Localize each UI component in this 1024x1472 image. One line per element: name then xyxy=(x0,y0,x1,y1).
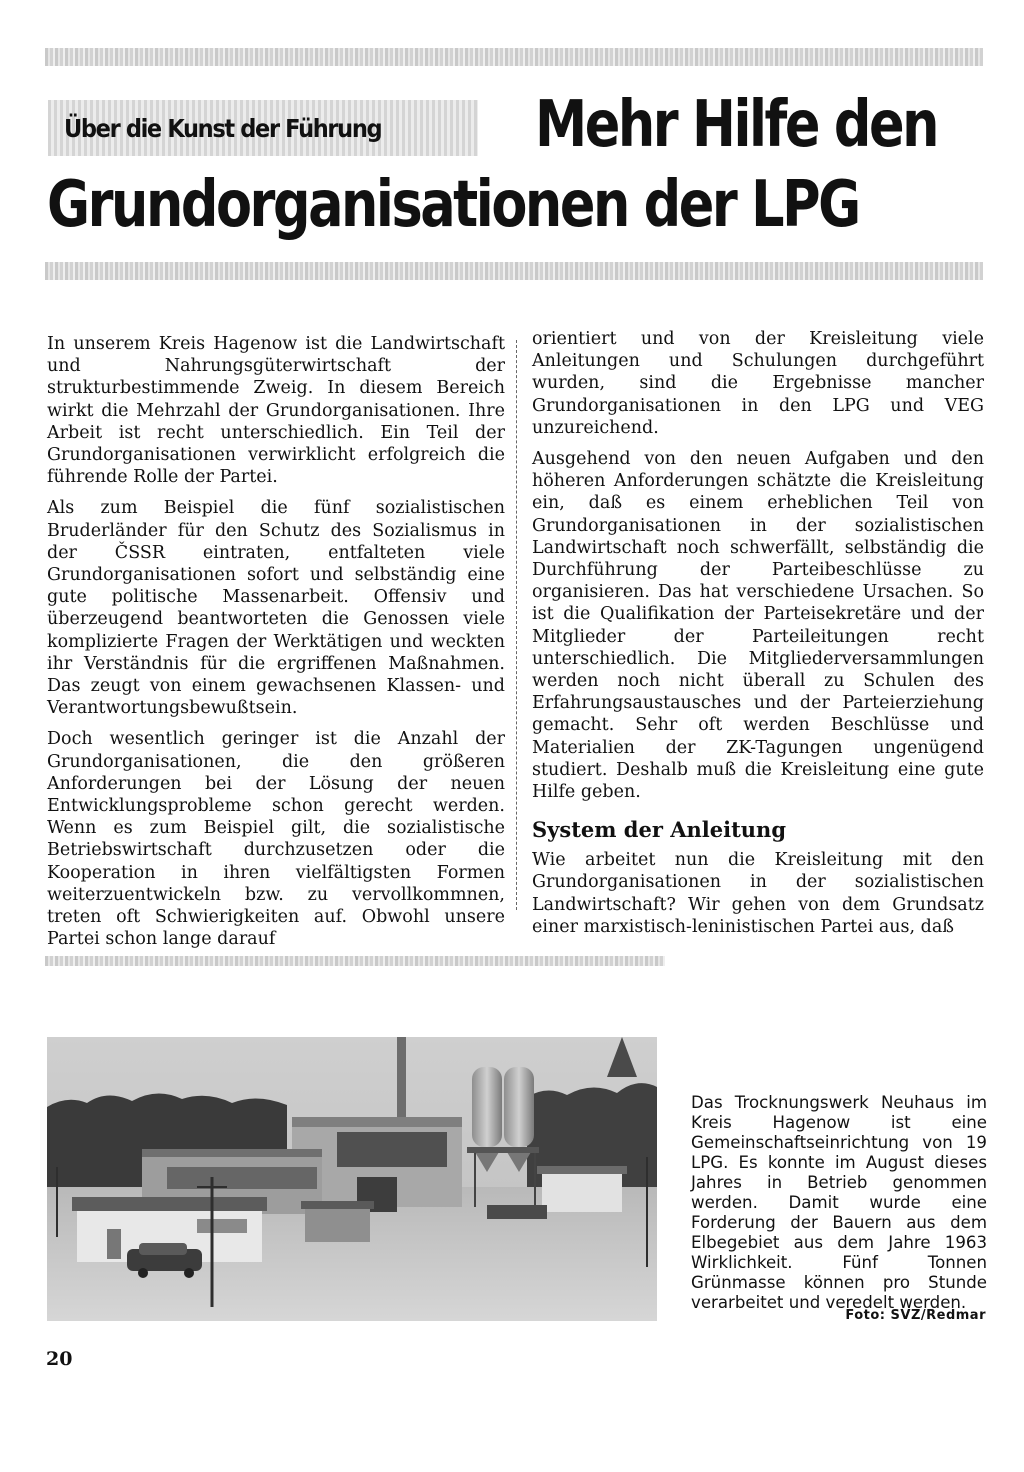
article-column-left xyxy=(47,333,505,959)
article-column-right xyxy=(532,328,984,947)
article-paragraph: Als zum Beispiel die fünf sozialistischen Bruderländer für den Schutz des Sozialismus in der ČSSR eintraten, entfalteten viele Grundorganisationen sofort und selbständig eine gute politische Massenarbeit. Offensiv und überzeugend beantworteten die Genossen viele komplizierte Fragen der Werktätigen und weckten ihr Verständnis für die ergriffenen Maßnahmen. Das zeugt von einem gewachsenen Klassen- und Verantwortungsbewußtsein. xyxy=(47,498,505,719)
article-paragraph: Wie arbeitet nun die Kreisleitung mit den Grundorganisationen in der sozialistischen Landwirtschaft? Wir gehen von dem Grundsatz einer marxistisch-leninistischen Partei aus, daß xyxy=(532,850,984,937)
article-paragraph: In unserem Kreis Hagenow ist die Landwirtschaft und Nahrungsgüterwirtschaft der strukturbestimmende Zweig. In diesem Bereich wirkt die Mehrzahl der Grundorganisationen. Ihre Arbeit ist recht unterschiedlich. Ein Teil der Grundorganisationen verwirklicht erfolgreich die führende Rolle der Partei. xyxy=(47,334,505,488)
headline-line-2: Grundorganisationen der LPG xyxy=(47,168,859,242)
page-number: 20 xyxy=(46,1348,73,1370)
figure-top-rule xyxy=(45,956,665,966)
headline-line-1: Mehr Hilfe den xyxy=(535,88,938,162)
section-subheading: System der Anleitung xyxy=(532,817,786,843)
factory-photo xyxy=(47,1037,657,1321)
header-bottom-rule xyxy=(45,262,983,280)
column-divider xyxy=(516,340,518,910)
kicker-text: Über die Kunst der Führung xyxy=(64,113,382,143)
article-paragraph: Ausgehend von den neuen Aufgaben und den höheren Anforderungen schätzte die Kreisleitung ein, daß es einem erheblichen Teil von Grundorganisationen in der sozialistischen Landwirtschaft noch schwerfällt, selbständig die Durchführung der Parteibeschlüsse zu organisieren. Das hat verschiedene Ursachen. So ist die Qualifikation der Parteisekretäre und der Mitglieder der Parteileitungen recht unterschiedlich. Die Mitgliederversammlungen werden noch nicht überall zu Schulen des Erfahrungsaustausches und der Parteierziehung gemacht. Sehr oft werden Beschlüsse und Materialien der ZK-Tagungen ungenügend studiert. Deshalb muß die Kreisleitung eine gute Hilfe geben. xyxy=(532,449,984,803)
article-paragraph: Doch wesentlich geringer ist die Anzahl der Grundorganisationen, die den größeren Anforderungen bei der Lösung der neuen Entwicklungsprobleme schon gerecht werden. Wenn es zum Beispiel gilt, die sozialistische Betriebswirtschaft durchzusetzen oder die Kooperation in ihren vielfältigsten Formen weiterzuentwickeln bzw. zu vervollkommnen, treten oft Schwierigkeiten auf. Obwohl unsere Partei schon lange darauf xyxy=(47,729,505,950)
photo-caption: Das Trocknungswerk Neuhaus im Kreis Hagenow ist eine Gemeinschaftseinrichtung von 19 LPG. Es konnte im August dieses Jahres in Betrieb genommen werden. Damit wurde eine Forderung der Bauern aus dem Elbegebiet aus dem Jahre 1963 Wirklichkeit. Fünf Tonnen Grünmasse können pro Stunde verarbeitet und veredelt werden. xyxy=(691,1093,987,1312)
article-paragraph: orientiert und von der Kreisleitung viele Anleitungen und Schulungen durchgeführt wurden, sind die Ergebnisse mancher Grundorganisationen in den LPG und VEG unzureichend. xyxy=(532,329,984,438)
photo-credit: Foto: SVZ/Redmar xyxy=(845,1308,986,1323)
top-decorative-rule xyxy=(45,48,983,66)
section-kicker xyxy=(48,100,478,156)
factory-photo-illustration xyxy=(47,1037,657,1321)
